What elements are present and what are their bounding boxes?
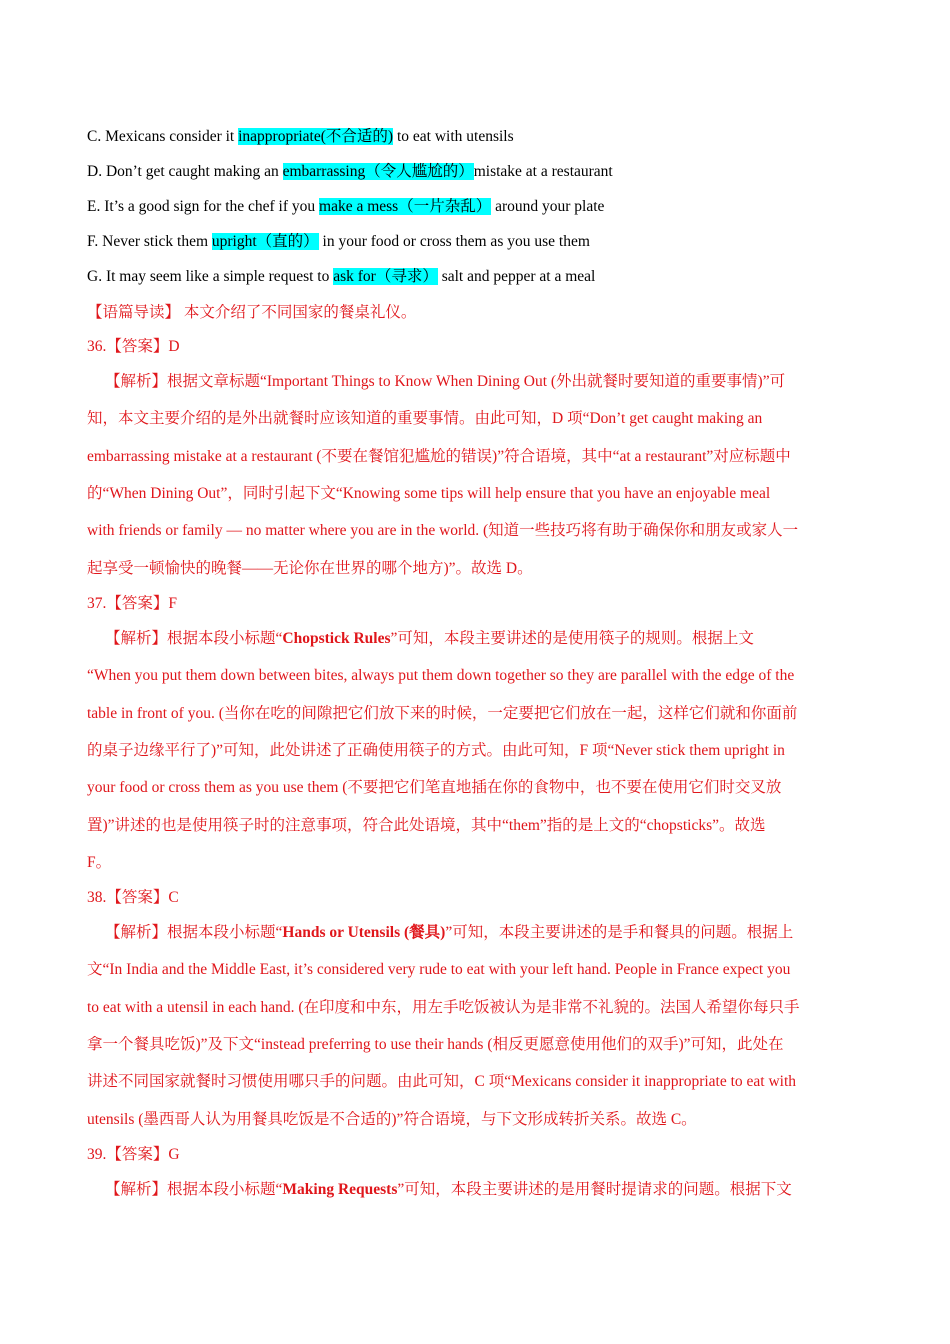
analysis-line: your food or cross them as you use them (不要把它们笔直地插在你的食物中，也不要在使用它们时交叉放 — [87, 779, 782, 796]
highlighted-phrase: inappropriate(不合适的) — [238, 128, 394, 145]
analysis-line: utensils (墨西哥人认为用餐具吃饭是不合适的)”符合语境，与下文形成转折关系。故选 C。 — [87, 1111, 697, 1128]
option-g — [87, 267, 863, 287]
answer-heading: 37.【答案】F — [87, 595, 177, 612]
analysis-line: 讲述不同国家就餐时习惯使用哪只手的问题。由此可知，C 项“Mexicans consider it inappropriate to eat with — [87, 1073, 797, 1090]
analysis-text: ”可知，本段主要讲述的是使用筷子的规则。根据上文 — [390, 630, 754, 647]
option-text: G. It may seem like a simple request to — [87, 268, 334, 285]
analysis-line: 【解析】根据文章标题“Important Things to Know When Dining Out (外出就餐时要知道的重要事情)”可 — [105, 373, 786, 390]
answer-heading: 39.【答案】G — [87, 1146, 180, 1163]
analysis-line: embarrassing mistake at a restaurant (不要在餐馆犯尴尬的错误)”符合语境，其中“at a restaurant”对应标题中 — [87, 448, 791, 465]
analysis-line: “When you put them down between bites, always put them down together so they are parallel with the edge of the — [87, 667, 795, 684]
option-d — [87, 162, 863, 182]
option-text: D. Don’t get caught making an — [87, 163, 283, 180]
answer-heading: 36.【答案】D — [87, 338, 180, 355]
section-subtitle: Chopstick Rules — [282, 630, 391, 647]
analysis-text: ”可知，本段主要讲述的是手和餐具的问题。根据上 — [445, 924, 794, 941]
option-f — [87, 232, 863, 252]
highlighted-phrase: upright（直的） — [211, 233, 319, 250]
analysis-text: 【解析】根据本段小标题“ — [105, 924, 283, 941]
analysis-text: ”可知，本段主要讲述的是用餐时提请求的问题。根据下文 — [397, 1181, 792, 1198]
analysis-line: to eat with a utensil in each hand. (在印度和中东，用左手吃饭被认为是非常不礼貌的。法国人希望你每只手 — [87, 999, 800, 1016]
analysis-line: 置)”讲述的也是使用筷子时的注意事项，符合此处语境，其中“them”指的是上文的“chopsticks”。故选 — [87, 817, 766, 834]
analysis-line: 的桌子边缘平行了)”可知，此处讲述了正确使用筷子的方式。由此可知，F 项“Never stick them upright in — [87, 742, 785, 759]
answer-heading: 38.【答案】C — [87, 889, 179, 906]
option-c — [87, 127, 863, 147]
analysis-line: 知，本文主要介绍的是外出就餐时应该知道的重要事情。由此可知，D 项“Don’t get caught making an — [87, 410, 763, 427]
option-text: around your plate — [491, 198, 605, 215]
analysis-line: 文“In India and the Middle East, it’s considered very rude to eat with your left hand. People in France expect you — [87, 961, 791, 978]
option-text: to eat with utensils — [393, 128, 514, 145]
option-text: F. Never stick them — [87, 233, 212, 250]
analysis-text: 【解析】根据本段小标题“ — [105, 630, 283, 647]
analysis-line — [105, 1180, 792, 1200]
analysis-line: with friends or family — no matter where you are in the world. (知道一些技巧将有助于确保你和朋友或家人一 — [87, 522, 799, 539]
analysis-line — [105, 629, 754, 649]
option-e — [87, 197, 863, 217]
highlighted-phrase: embarrassing（令人尴尬的） — [282, 163, 474, 180]
section-subtitle: Hands or Utensils (餐具) — [282, 924, 446, 941]
analysis-line: F。 — [87, 854, 112, 871]
passage-intro: 【语篇导读】 本文介绍了不同国家的餐桌礼仪。 — [87, 304, 417, 321]
option-text: salt and pepper at a meal — [437, 268, 596, 285]
analysis-line: 的“When Dining Out”，同时引起下文“Knowing some tips will help ensure that you have an enjoyable meal — [87, 485, 771, 502]
highlighted-phrase: make a mess（一片杂乱） — [319, 198, 492, 215]
option-text: in your food or cross them as you use them — [318, 233, 590, 250]
analysis-text: 【解析】根据本段小标题“ — [105, 1181, 283, 1198]
highlighted-phrase: ask for（寻求） — [333, 268, 438, 285]
analysis-line: table in front of you. (当你在吃的间隙把它们放下来的时候，一定要把它们放在一起，这样它们就和你面前 — [87, 705, 798, 722]
analysis-line: 拿一个餐具吃饭)”及下文“instead preferring to use their hands (相反更愿意使用他们的双手)”可知，此处在 — [87, 1036, 784, 1053]
analysis-line: 起享受一顿愉快的晚餐——无论你在世界的哪个地方)”。故选 D。 — [87, 560, 533, 577]
section-subtitle: Making Requests — [282, 1181, 398, 1198]
option-text: mistake at a restaurant — [473, 163, 613, 180]
option-text: C. Mexicans consider it — [87, 128, 239, 145]
option-text: E. It’s a good sign for the chef if you — [87, 198, 320, 215]
analysis-line — [105, 923, 793, 943]
